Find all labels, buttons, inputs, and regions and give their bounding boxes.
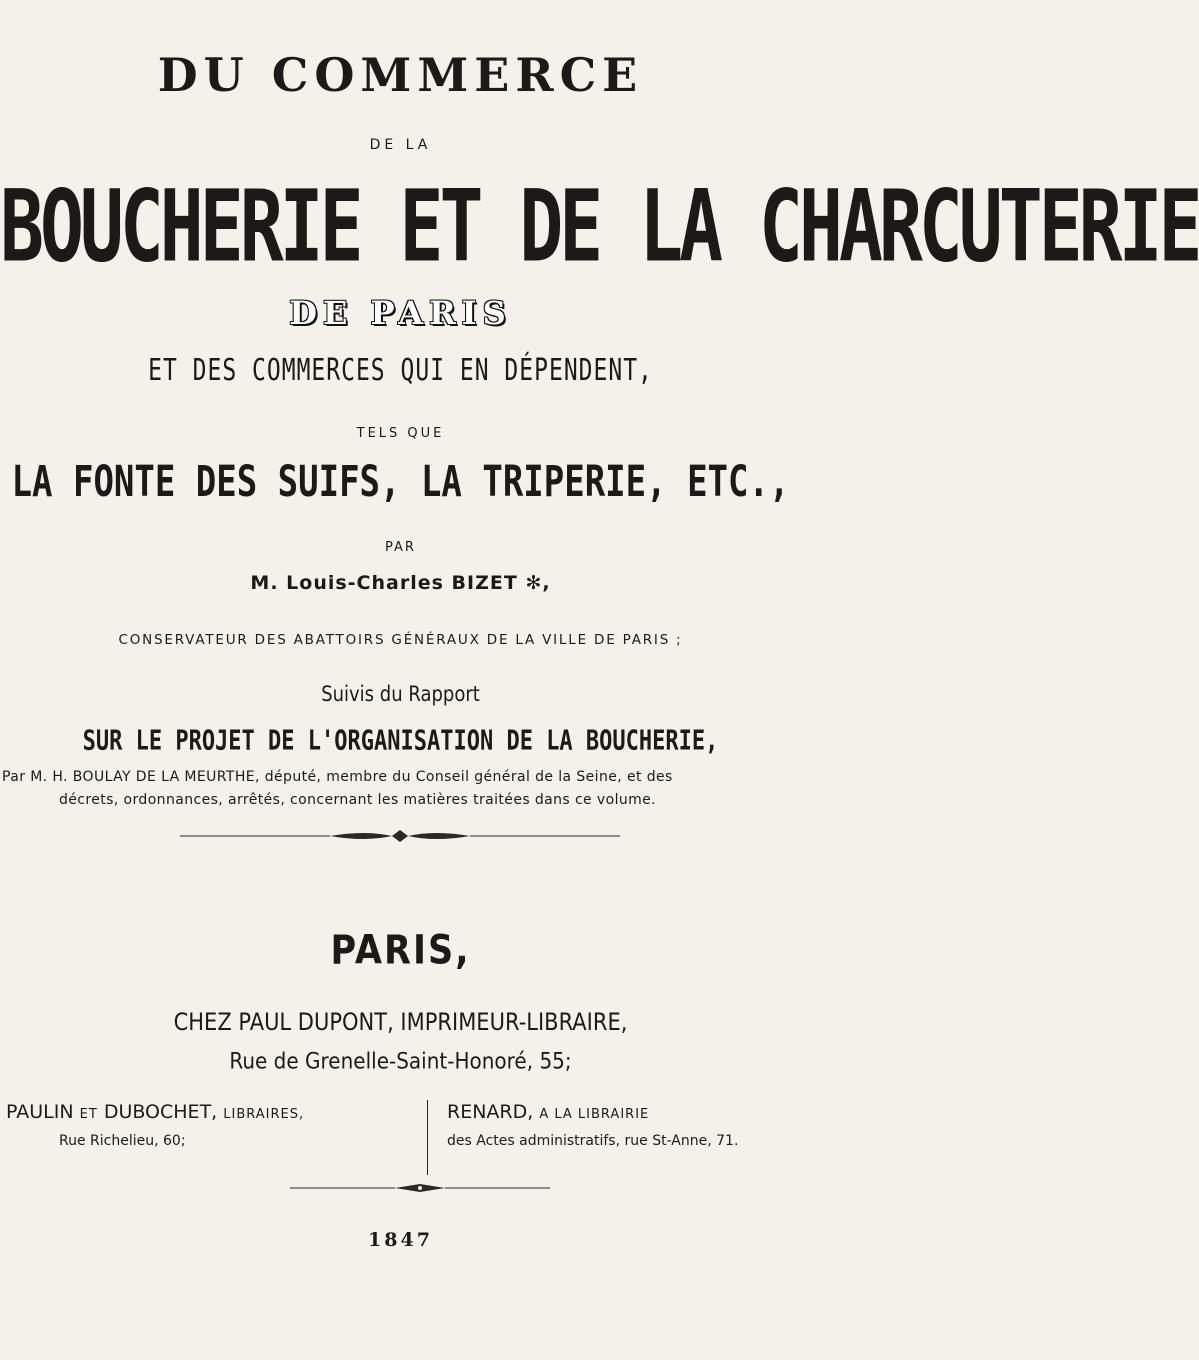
imprint-right-role: A LA LIBRAIRIE: [539, 1107, 650, 1122]
ornamental-rule-icon: [180, 828, 620, 844]
imprint-left-name2: DUBOCHET,: [103, 1101, 218, 1123]
title-line-de-la: DE LA: [369, 137, 432, 153]
title-line-de-paris: DE PARIS: [289, 294, 512, 332]
title-line-tels-que: TELS QUE: [356, 426, 445, 441]
title-line-commerces: ET DES COMMERCES QUI EN DÉPENDENT,: [148, 354, 653, 388]
author-title: CONSERVATEUR DES ABATTOIRS GÉNÉRAUX DE LA VILLE DE PARIS ;: [118, 632, 683, 648]
imprint-column-divider: [427, 1100, 428, 1175]
imprint-left-address: Rue Richelieu, 60;: [59, 1133, 186, 1149]
title-line-du-commerce: DU COMMERCE: [157, 48, 644, 102]
imprint-right-publisher: [447, 1101, 649, 1123]
imprint-printer-address: Rue de Grenelle-Saint-Honoré, 55;: [229, 1047, 572, 1075]
author-par: PAR: [385, 540, 416, 555]
report-heading: SUR LE PROJET DE L'ORGANISATION DE LA BOUCHERIE,: [82, 725, 719, 758]
title-line-fonte-des-suifs: LA FONTE DES SUIFS, LA TRIPERIE, ETC.,: [11, 457, 790, 507]
report-line-2: décrets, ordonnances, arrêtés, concernant les matières traitées dans ce volume.: [59, 792, 657, 808]
imprint-left-name: PAULIN: [6, 1101, 74, 1123]
author-line: [0, 572, 801, 594]
imprint-right-address: des Actes administratifs, rue St-Anne, 71.: [447, 1133, 739, 1149]
report-line-1: Par M. H. BOULAY DE LA MEURTHE, député, membre du Conseil général de la Seine, et des: [2, 769, 673, 785]
report-suivis: Suivis du Rapport: [321, 681, 480, 708]
imprint-left-et: ET: [79, 1107, 98, 1122]
legion-honneur-star-icon: ✻,: [525, 572, 551, 594]
small-ornamental-rule-icon: [290, 1183, 550, 1193]
title-line-boucherie: BOUCHERIE ET DE LA CHARCUTERIE: [0, 170, 1199, 285]
imprint-city: PARIS,: [330, 928, 471, 974]
imprint-right-name: RENARD,: [447, 1101, 534, 1123]
author-name: M. Louis-Charles BIZET: [250, 572, 518, 594]
imprint-left-role: LIBRAIRES,: [223, 1107, 305, 1122]
imprint-printer: CHEZ PAUL DUPONT, IMPRIMEUR-LIBRAIRE,: [173, 1008, 628, 1036]
publication-year: 1847: [368, 1229, 433, 1251]
imprint-left-publisher: [6, 1101, 304, 1123]
